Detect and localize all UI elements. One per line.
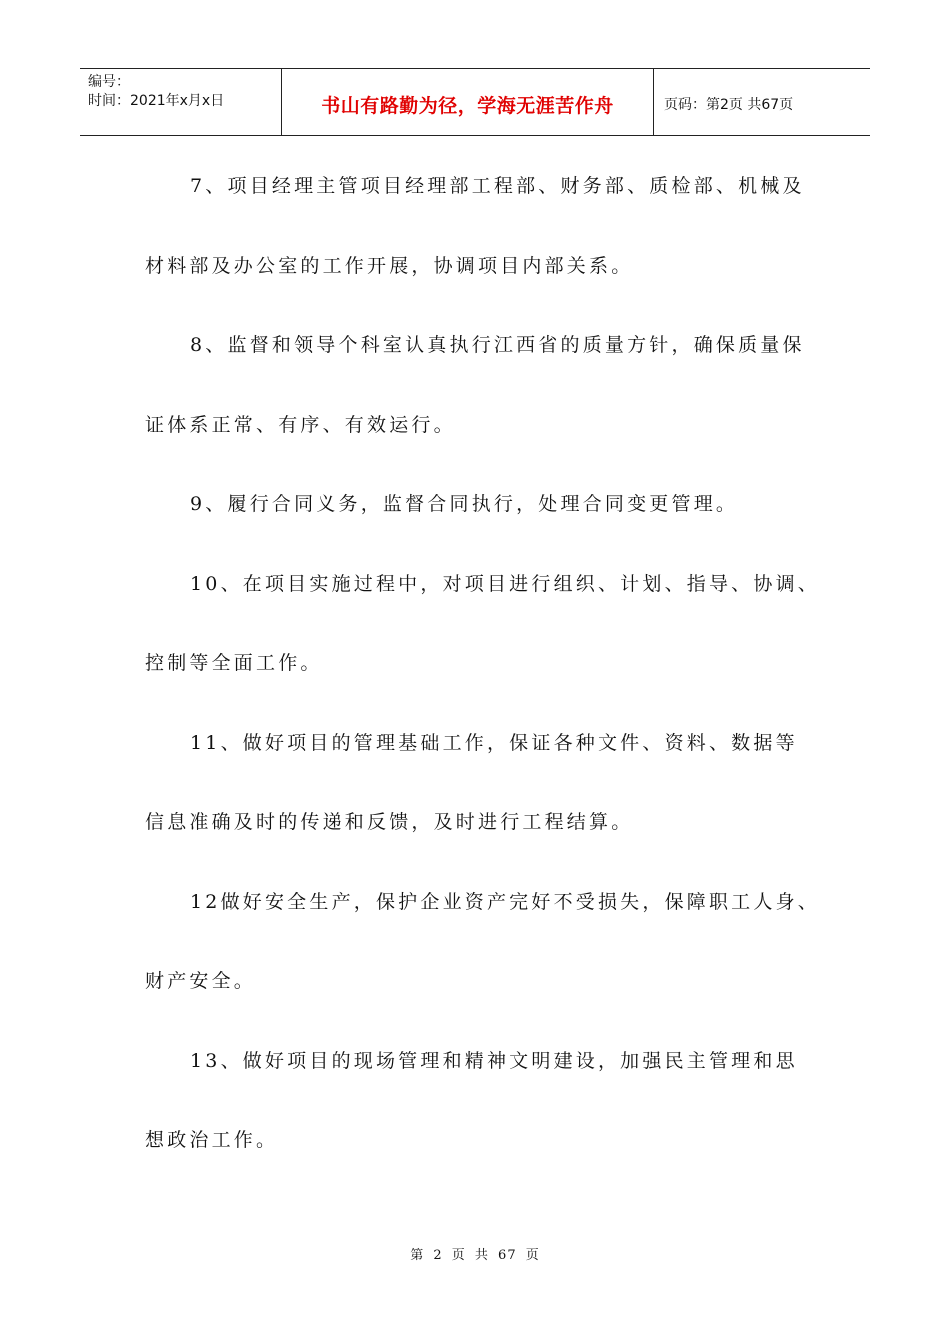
paragraph-8-line-2: 证体系正常、有序、有效运行。 (145, 413, 456, 436)
paragraph-13-line-1: 13、做好项目的现场管理和精神文明建设，加强民主管理和思 (190, 1049, 798, 1072)
page-footer: 第 2 页 共 67 页 (410, 1248, 540, 1263)
paragraph-12-line-2: 财产安全。 (145, 970, 257, 992)
paragraph-8-line-1: 8、监督和领导个科室认真执行江西省的质量方针，确保质量保 (190, 334, 805, 356)
paragraph-10-line-1: 10、在项目实施过程中，对项目进行组织、计划、指导、协调、 (190, 572, 820, 595)
header-page-cell (654, 69, 870, 135)
header-page-info: 页码：第2页 共67页 (664, 97, 794, 113)
paragraph-11-line-1: 11、做好项目的管理基础工作，保证各种文件、资料、数据等 (190, 731, 798, 754)
header-motto: 书山有路勤为径，学海无涯苦作舟 (321, 94, 614, 117)
page-header (80, 68, 870, 136)
paragraph-9-line-1: 9、履行合同义务，监督合同执行，处理合同变更管理。 (190, 493, 739, 515)
paragraph-11-line-2: 信息准确及时的传递和反馈，及时进行工程结算。 (145, 811, 634, 833)
paragraph-7-line-1: 7、项目经理主管项目经理部工程部、财务部、质检部、机械及 (190, 175, 805, 197)
paragraph-7-line-2: 材料部及办公室的工作开展，协调项目内部关系。 (145, 254, 634, 277)
header-meta (80, 69, 282, 135)
header-motto-cell (282, 69, 654, 135)
paragraph-13-line-2: 想政治工作。 (145, 1129, 279, 1151)
document-number-label: 编号： (88, 74, 130, 90)
paragraph-12-line-1: 12做好安全生产，保护企业资产完好不受损失，保障职工人身、 (190, 890, 820, 913)
document-time-label: 时间：2021年x月x日 (88, 93, 225, 109)
paragraph-10-line-2: 控制等全面工作。 (145, 652, 323, 674)
document-body (145, 164, 825, 1198)
